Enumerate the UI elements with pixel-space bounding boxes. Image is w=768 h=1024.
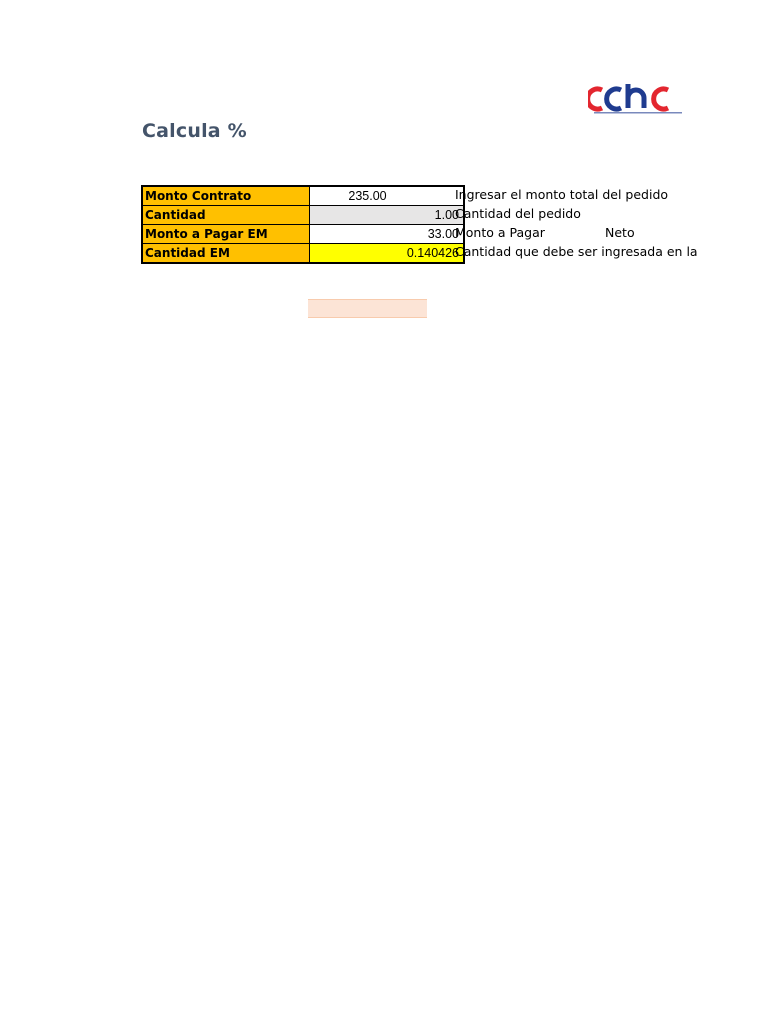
note-neto: Neto bbox=[605, 225, 635, 240]
note-monto-a-pagar-text: Monto a Pagar bbox=[455, 225, 545, 240]
label-monto-a-pagar-em: Monto a Pagar EM bbox=[142, 225, 310, 244]
cantidad-em-cell[interactable]: 0.140426 bbox=[310, 244, 465, 264]
notes-column bbox=[455, 185, 698, 261]
note-monto-contrato: Ingresar el monto total del pedido bbox=[455, 187, 669, 202]
table-row bbox=[142, 244, 464, 264]
note-cantidad-em: Cantidad que debe ser ingresada en la bbox=[455, 244, 698, 259]
monto-a-pagar-em-cell[interactable]: 33.00 bbox=[310, 225, 465, 244]
label-cantidad: Cantidad bbox=[142, 206, 310, 225]
label-cantidad-em: Cantidad EM bbox=[142, 244, 310, 264]
label-monto-contrato: Monto Contrato bbox=[142, 186, 310, 206]
highlighted-empty-cell[interactable] bbox=[308, 299, 427, 318]
table-row bbox=[142, 206, 464, 225]
note-cantidad: Cantidad del pedido bbox=[455, 206, 581, 221]
table-row bbox=[142, 225, 464, 244]
cchc-logo bbox=[588, 82, 688, 118]
page-title: Calcula % bbox=[142, 120, 247, 142]
table-row bbox=[142, 186, 464, 206]
monto-contrato-cell[interactable]: 235.00 bbox=[310, 186, 465, 206]
note-monto-a-pagar bbox=[455, 223, 698, 242]
cantidad-cell[interactable]: 1.00 bbox=[310, 206, 465, 225]
calculation-table bbox=[141, 185, 465, 264]
